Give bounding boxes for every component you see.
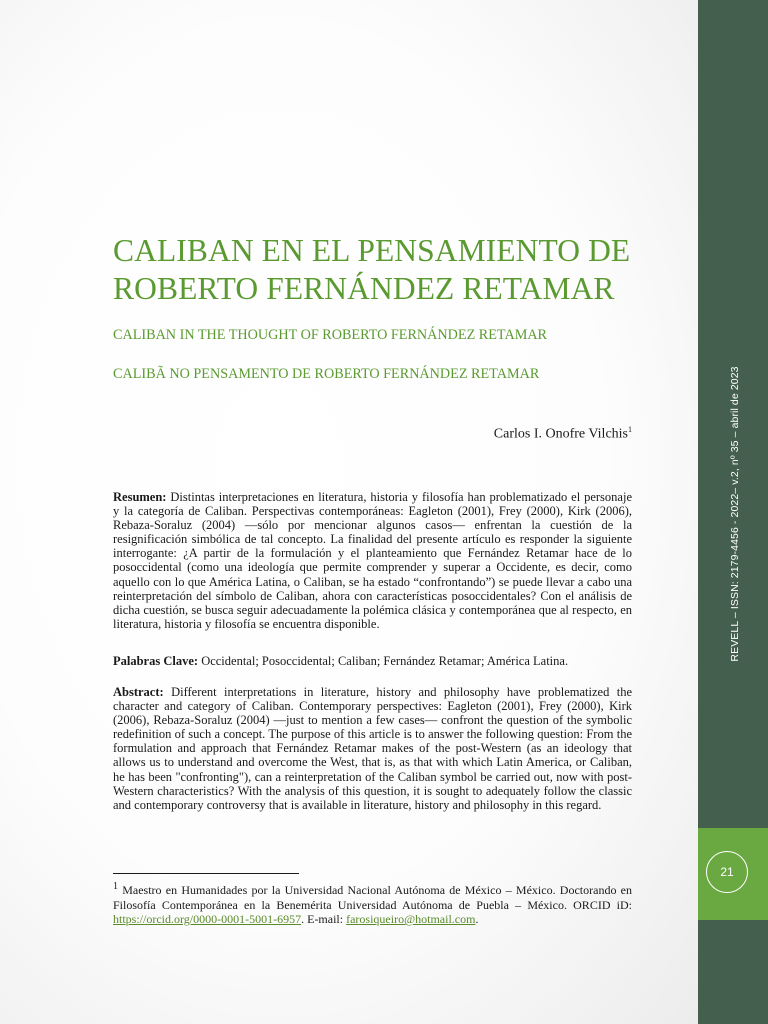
footnote [113,880,632,927]
orcid-link[interactable]: https://orcid.org/0000-0001-5001-6957 [113,912,302,926]
subtitle-english: CALIBAN IN THE THOUGHT OF ROBERTO FERNÁNDEZ RETAMAR [113,327,548,343]
abstract-text: Different interpretations in literature, history and philosophy have problematized the character and category of Caliban. Contemporary perspectives: Eagleton (2001), Frey (2000), Kirk (2006), Rebaza-Soraluz (2004) —just to mention a few cases— confront the question of the symbolic redefinition of such a concept. The purpose of this article is to answer the following question: From the formulation and approach that Fernández Retamar makes of the post-Western (as an ideology that allows us to understand and overcome the West, that is, as that with which Latin America, or Caliban, he has been "confronting"), can a reinterpretation of the Caliban symbol be carried out, now with post-Western characteristics? With the analysis of this question, it is sought to adequately follow the classic and contemporary controversy that is available in literature, history and philosophy in this regard. [113,685,632,812]
resumen-label: Resumen: [113,490,167,504]
resumen-text: Distintas interpretaciones en literatura, historia y filosofía han problematizado el personaje y la categoría de Caliban. Perspectivas contemporáneas: Eagleton (2001), Frey (2000), Kirk (2006), Rebaza-Soraluz (2004) —sólo por mencionar algunos casos— enfrentan la cuestión de la resignificación simbólica de tal concepto. La finalidad del presente artículo es responder la siguiente interrogante: ¿A partir de la formulación y el planteamiento que Fernández Retamar hace de lo posoccidental (como una ideología que permite comprender y superar a Occidente, es decir, como aquello con lo que América Latina, o Caliban, se ha estado “confrontando”) se puede llevar a cabo una reinterpretación del símbolo de Caliban, ahora con características posoccidentales? Con el análisis de dicha cuestión, se busca seguir adecuadamente la polémica clásica y contemporánea que al respecto, en literatura, historia y filosofía se encuentra disponible. [113,490,632,631]
footnote-text: Maestro en Humanidades por la Universidad Nacional Autónoma de México – México. Doctorando en Filosofía Contemporánea en la Benemérita Universidad Autónoma de Puebla – México. ORCID iD: [113,883,632,912]
email-label: . E-mail: [301,912,347,926]
author-footnote-mark: 1 [628,425,632,434]
abstract-label: Abstract: [113,685,164,699]
page-number: 21 [706,851,748,893]
palabras-clave-label: Palabras Clave: [113,654,199,668]
email-link[interactable]: farosiqueiro@hotmail.com [346,912,476,926]
resumen-paragraph [113,490,632,631]
footnote-divider [113,873,299,874]
subtitle-portuguese: CALIBÃ NO PENSAMENTO DE ROBERTO FERNÁNDEZ RETAMAR [113,366,540,382]
footnote-mark: 1 [113,881,118,892]
author-name: Carlos I. Onofre Vilchis [493,426,628,442]
author-line [494,425,632,443]
title-line-2: ROBERTO FERNÁNDEZ RETAMAR [113,271,615,306]
palabras-clave-paragraph [113,654,632,668]
title-line-1: CALIBAN EN EL PENSAMIENTO DE [113,233,631,268]
article-title [113,232,653,308]
journal-info: REVELL – ISSN: 2179-4456 - 2022– v.2, nº 35 – abril de 2023 [729,366,741,662]
palabras-clave-text: Occidental; Posoccidental; Caliban; Fernández Retamar; América Latina. [198,654,569,668]
footnote-end: . [475,912,479,926]
abstract-paragraph [113,685,632,812]
